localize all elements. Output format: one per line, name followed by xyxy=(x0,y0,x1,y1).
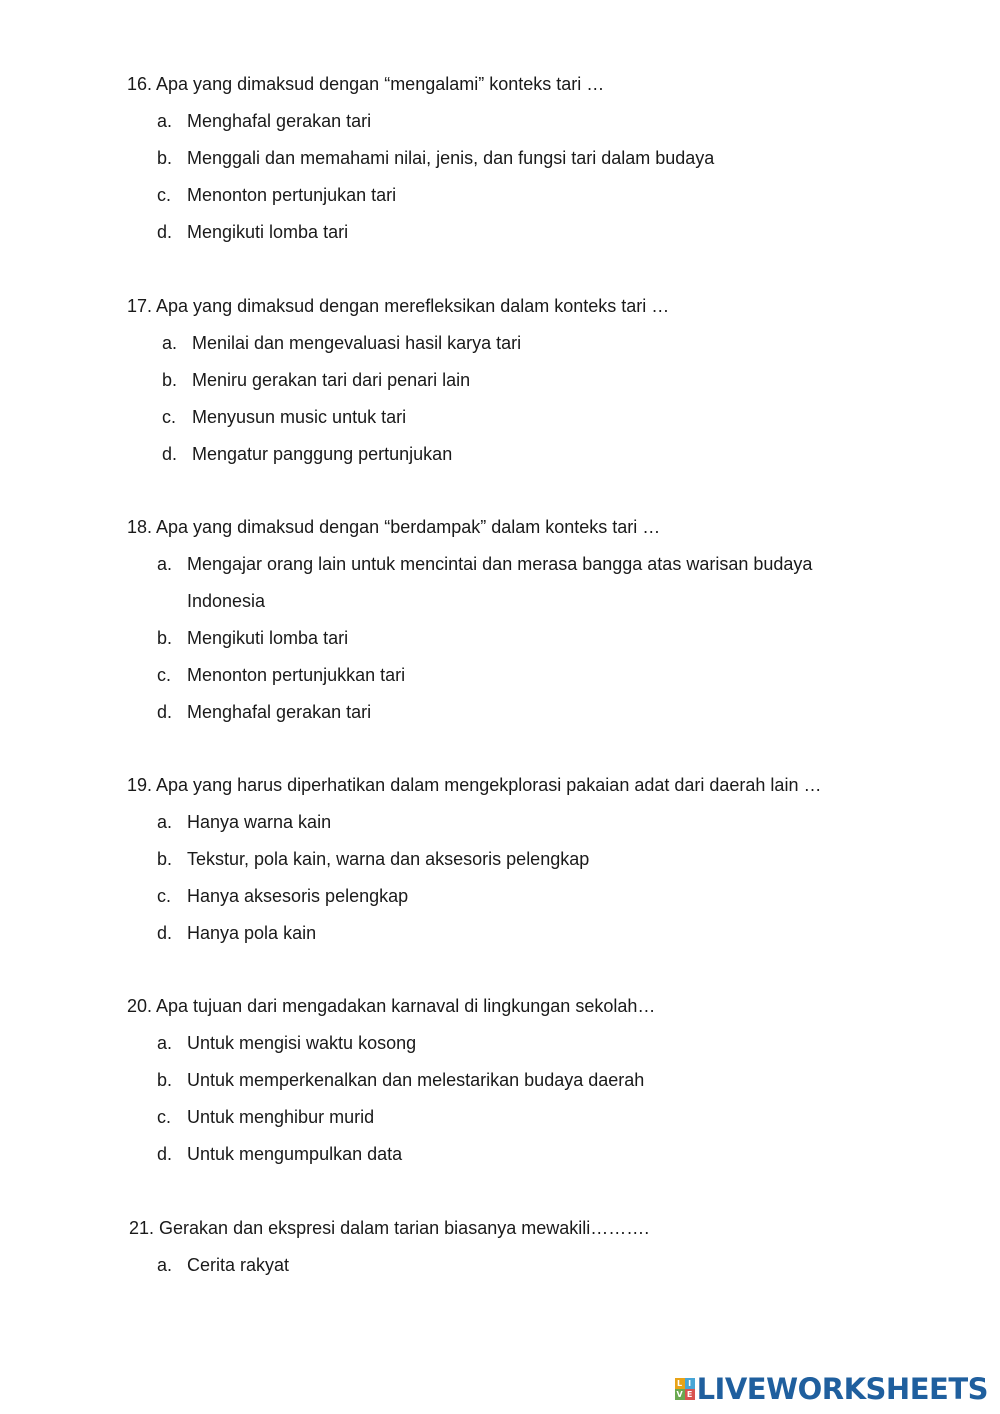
option-text: Menonton pertunjukkan tari xyxy=(187,665,406,685)
option-text: Menonton pertunjukan tari xyxy=(187,185,397,205)
option-letter: b. xyxy=(157,849,173,869)
option-letter: b. xyxy=(157,1070,173,1090)
question-16-stem: 16. Apa yang dimaksud dengan “mengalami” konteks tari … xyxy=(127,74,605,94)
option-letter: d. xyxy=(157,702,173,722)
question-20-stem: 20. Apa tujuan dari mengadakan karnaval di lingkungan sekolah… xyxy=(127,996,656,1016)
option-text: Mengajar orang lain untuk mencintai dan merasa bangga atas warisan budaya xyxy=(187,554,813,574)
option-text: Cerita rakyat xyxy=(187,1255,290,1275)
logo-tile: E xyxy=(685,1389,695,1400)
option-letter: a. xyxy=(157,812,173,832)
option-letter: d. xyxy=(157,923,173,943)
option-text: Mengikuti lomba tari xyxy=(187,222,349,242)
option-letter: a. xyxy=(157,554,173,574)
option-text: Untuk memperkenalkan dan melestarikan budaya daerah xyxy=(187,1070,645,1090)
option-letter: c. xyxy=(162,407,177,427)
option-letter: a. xyxy=(157,1255,173,1275)
question-21-stem: 21. Gerakan dan ekspresi dalam tarian biasanya mewakili………. xyxy=(129,1218,650,1238)
option-text: Hanya aksesoris pelengkap xyxy=(187,886,409,906)
option-text: Menghafal gerakan tari xyxy=(187,702,372,722)
question-18-stem: 18. Apa yang dimaksud dengan “berdampak” dalam konteks tari … xyxy=(127,517,661,537)
option-text: Untuk mengisi waktu kosong xyxy=(187,1033,417,1053)
option-text: Untuk mengumpulkan data xyxy=(187,1144,403,1164)
option-letter: c. xyxy=(157,1107,172,1127)
logo-tile: I xyxy=(685,1378,695,1389)
option-text: Meniru gerakan tari dari penari lain xyxy=(192,370,471,390)
option-letter: c. xyxy=(157,665,172,685)
option-text: Menghafal gerakan tari xyxy=(187,111,372,131)
option-letter: d. xyxy=(157,222,173,242)
option-letter: d. xyxy=(162,444,178,464)
option-text: Menilai dan mengevaluasi hasil karya tari xyxy=(192,333,522,353)
logo-tile: V xyxy=(676,1390,683,1399)
option-text: Mengatur panggung pertunjukan xyxy=(192,444,453,464)
option-letter: c. xyxy=(157,886,172,906)
option-text: Mengikuti lomba tari xyxy=(187,628,349,648)
option-letter: b. xyxy=(157,628,173,648)
option-text: Untuk menghibur murid xyxy=(187,1107,375,1127)
option-text: Menyusun music untuk tari xyxy=(192,407,407,427)
option-letter: d. xyxy=(157,1144,173,1164)
logo-tile: L xyxy=(675,1378,685,1389)
question-19-stem: 19. Apa yang harus diperhatikan dalam mengekplorasi pakaian adat dari daerah lain … xyxy=(127,775,822,795)
option-letter: a. xyxy=(162,333,178,353)
option-text: Tekstur, pola kain, warna dan aksesoris pelengkap xyxy=(187,849,590,869)
option-text-continuation: Indonesia xyxy=(187,591,266,611)
liveworksheets-logo-icon xyxy=(675,1378,695,1400)
option-text: Hanya pola kain xyxy=(187,923,317,943)
liveworksheets-branding[interactable] xyxy=(675,1372,988,1406)
option-letter: a. xyxy=(157,1033,173,1053)
option-letter: b. xyxy=(157,148,173,168)
option-letter: b. xyxy=(162,370,178,390)
option-letter: a. xyxy=(157,111,173,131)
question-17-stem: 17. Apa yang dimaksud dengan merefleksikan dalam konteks tari … xyxy=(127,296,670,316)
option-text: Menggali dan memahami nilai, jenis, dan fungsi tari dalam budaya xyxy=(187,148,715,168)
question-18-option-a-continuation xyxy=(187,590,265,612)
option-text: Hanya warna kain xyxy=(187,812,332,832)
option-letter: c. xyxy=(157,185,172,205)
brand-name: LIVEWORKSHEETS xyxy=(696,1372,988,1406)
